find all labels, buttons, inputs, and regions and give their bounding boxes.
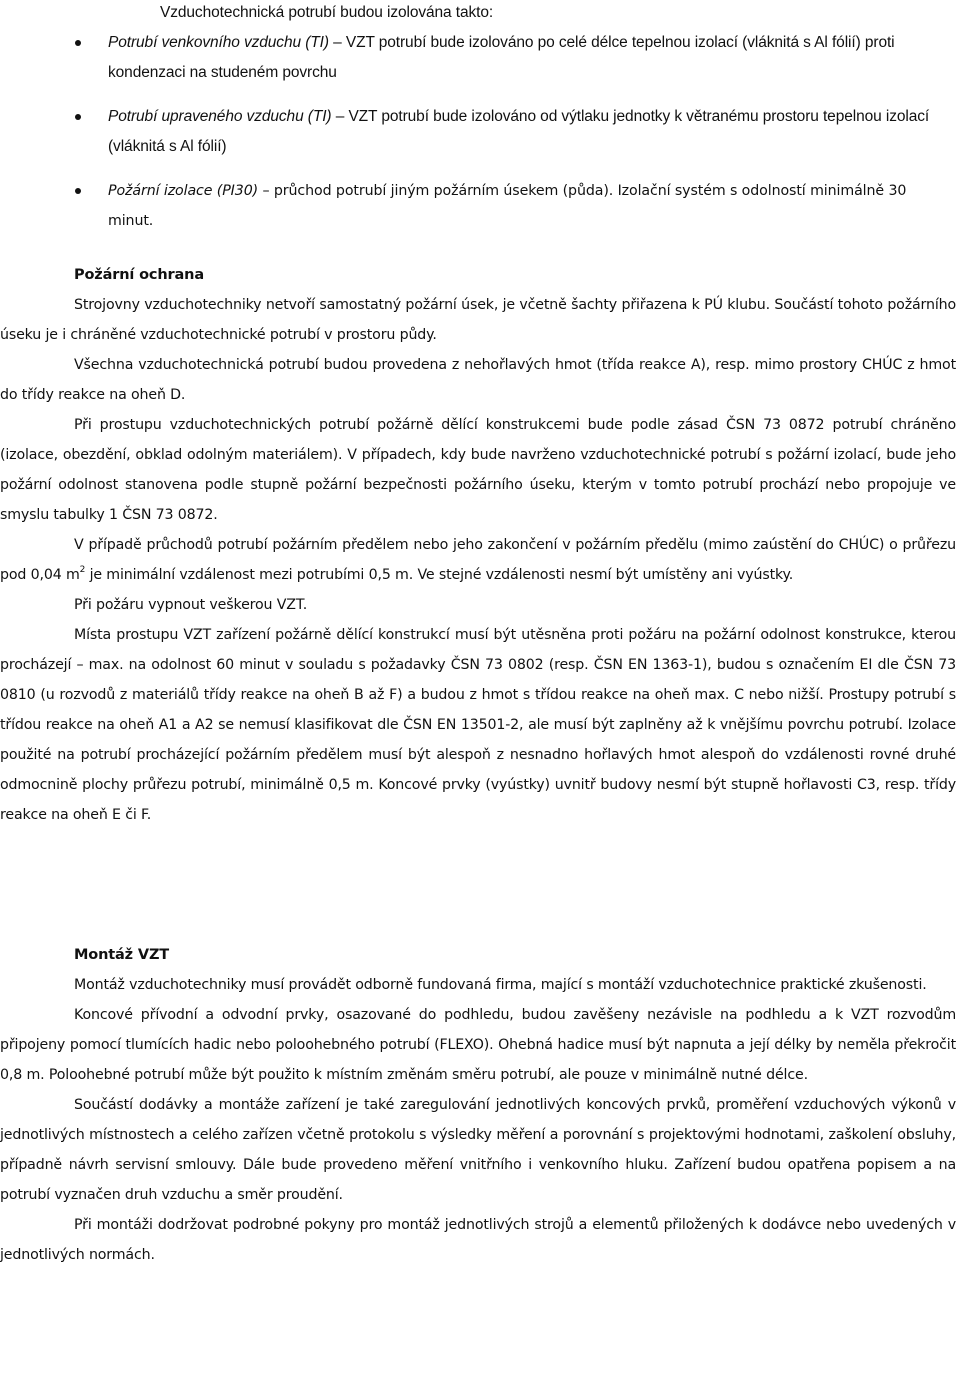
fire-protection-section bbox=[0, 260, 960, 830]
section-heading: Požární ochrana bbox=[74, 267, 204, 283]
installation-section bbox=[0, 940, 960, 1270]
paragraph: Při prostupu vzduchotechnických potrubí požárně dělící konstrukcemi bude podle zásad ČSN 73 0872 potrubí chráněno (izolace, obezdění, obklad odolným materiálem). V případech, kdy bude navrženo vzduchotechnické potrubí s požární izolací, bude jeho požární odolnost stanovena podle stupně požární bezpečnosti požárního úseku, kterým v tomto potrubí prochází nebo propojuje ve smyslu tabulky 1 ČSN 73 0872. bbox=[0, 417, 956, 523]
insulation-intro: Vzduchotechnická potrubí budou izolována takto: bbox=[160, 4, 494, 21]
paragraph: Při montáži dodržovat podrobné pokyny pro montáž jednotlivých strojů a elementů přiložených k dodávce nebo uvedených v jednotlivých normách. bbox=[0, 1217, 956, 1263]
paragraph: V případě průchodů potrubí požárním předělem nebo jeho zakončení v požárním předělu (mimo zaústění do CHÚC) o průřezu pod 0,04 $m^2$ je minimální vzdálenost mezi potrubími 0,5 m. Ve stejné vzdálenosti nesmí být umístěny ani vyústky. bbox=[0, 537, 956, 583]
list-item: Potrubí upraveného vzduchu (TI) – VZT potrubí bude izolováno od výtlaku jednotky k větranému prostoru tepelnou izolací (vláknitá s Al fólií) bbox=[0, 102, 960, 162]
bullet-term: Potrubí upraveného vzduchu (TI) bbox=[108, 108, 332, 125]
section-heading: Montáž VZT bbox=[74, 947, 170, 963]
paragraph: Součástí dodávky a montáže zařízení je také zaregulování jednotlivých koncových prvků, proměření vzduchových výkonů v jednotlivých místnostech a celého zařízen včetně protokolu s výsledky měření a porovnání s projektovými hodnotami, zaškolení obsluhy, případně návrh servisní smlouvy. Dále bude provedeno měření vnitřního i venkovního hluku. Zařízení budou opatřena popisem a na potrubí vyznačen druh vzduchu a směr proudění. bbox=[0, 1097, 956, 1203]
paragraph: Koncové přívodní a odvodní prvky, osazované do podhledu, budou zavěšeny nezávisle na podhledu a k VZT rozvodům připojeny pomocí tlumících hadic nebo poloohebného potrubí (FLEXO). Ohebná hadice musí být napnuta a její délky by neměla překročit 0,8 m. Poloohebné potrubí může být použito k místním změnám směru potrubí, ale pouze v minimálně nutné délce. bbox=[0, 1007, 956, 1083]
bullet-text: VZT potrubí bude izolováno od výtlaku jednotky k větranému prostoru tepelnou izolací (vláknitá s Al fólií) bbox=[108, 108, 930, 155]
insulation-list bbox=[0, 28, 960, 250]
bullet-text: průchod potrubí jiným požárním úsekem (půda). Izolační systém s odolností minimálně 30 minut. bbox=[108, 183, 907, 229]
bullet-term: Potrubí venkovního vzduchu (TI) bbox=[108, 34, 329, 51]
list-item: Potrubí venkovního vzduchu (TI) – VZT potrubí bude izolováno po celé délce tepelnou izolací (vláknitá s Al fólií) proti kondenzaci na studeném povrchu bbox=[0, 28, 960, 88]
superscript: 2 bbox=[79, 565, 86, 575]
list-item: Požární izolace (PI30) – průchod potrubí jiným požárním úsekem (půda). Izolační systém s odolností minimálně 30 minut. bbox=[0, 176, 960, 236]
bullet-text: VZT potrubí bude izolováno po celé délce tepelnou izolací (vláknitá s Al fólií) proti kondenzaci na studeném povrchu bbox=[108, 34, 895, 81]
paragraph: Všechna vzduchotechnická potrubí budou provedena z nehořlavých hmot (třída reakce A), resp. mimo prostory CHÚC z hmot do třídy reakce na oheň D. bbox=[0, 357, 956, 403]
paragraph: Místa prostupu VZT zařízení požárně dělící konstrukcí musí být utěsněna proti požáru na požární odolnost konstrukce, kterou procházejí – max. na odolnost 60 minut v souladu s požadavky ČSN 73 0802 (resp. ČSN EN 1363-1), budou s označením EI dle ČSN 73 0810 (u rozvodů z materiálů třídy reakce na oheň B až F) a budou z hmot s třídou reakce na oheň max. C nebo nižší. Prostupy potrubí s třídou reakce na oheň A1 a A2 se nemusí klasifikovat dle ČSN EN 13501-2, ale musí být zaplněny až k vnějšímu povrchu potrubí. Izolace použité na potrubí procházející požárním předělem musí být alespoň z nesnadno hořlavých hmot alespoň do vzdálenosti rovné druhé odmocnině plochy průřezu potrubí, minimálně 0,5 m. Koncové prvky (vyústky) uvnitř budovy nesmí být stupně hořlavosti C3, resp. třídy reakce na oheň E či F. bbox=[0, 627, 956, 823]
bullet-term: Požární izolace (PI30) bbox=[108, 183, 259, 199]
paragraph: Montáž vzduchotechniky musí provádět odborně fundovaná firma, mající s montáží vzduchotechnice praktické zkušenosti. bbox=[74, 977, 927, 993]
paragraph: Při požáru vypnout veškerou VZT. bbox=[74, 597, 308, 613]
paragraph: Strojovny vzduchotechniky netvoří samostatný požární úsek, je včetně šachty přiřazena k PÚ klubu. Součástí tohoto požárního úseku je i chráněné vzduchotechnické potrubí v prostoru půdy. bbox=[0, 297, 956, 343]
